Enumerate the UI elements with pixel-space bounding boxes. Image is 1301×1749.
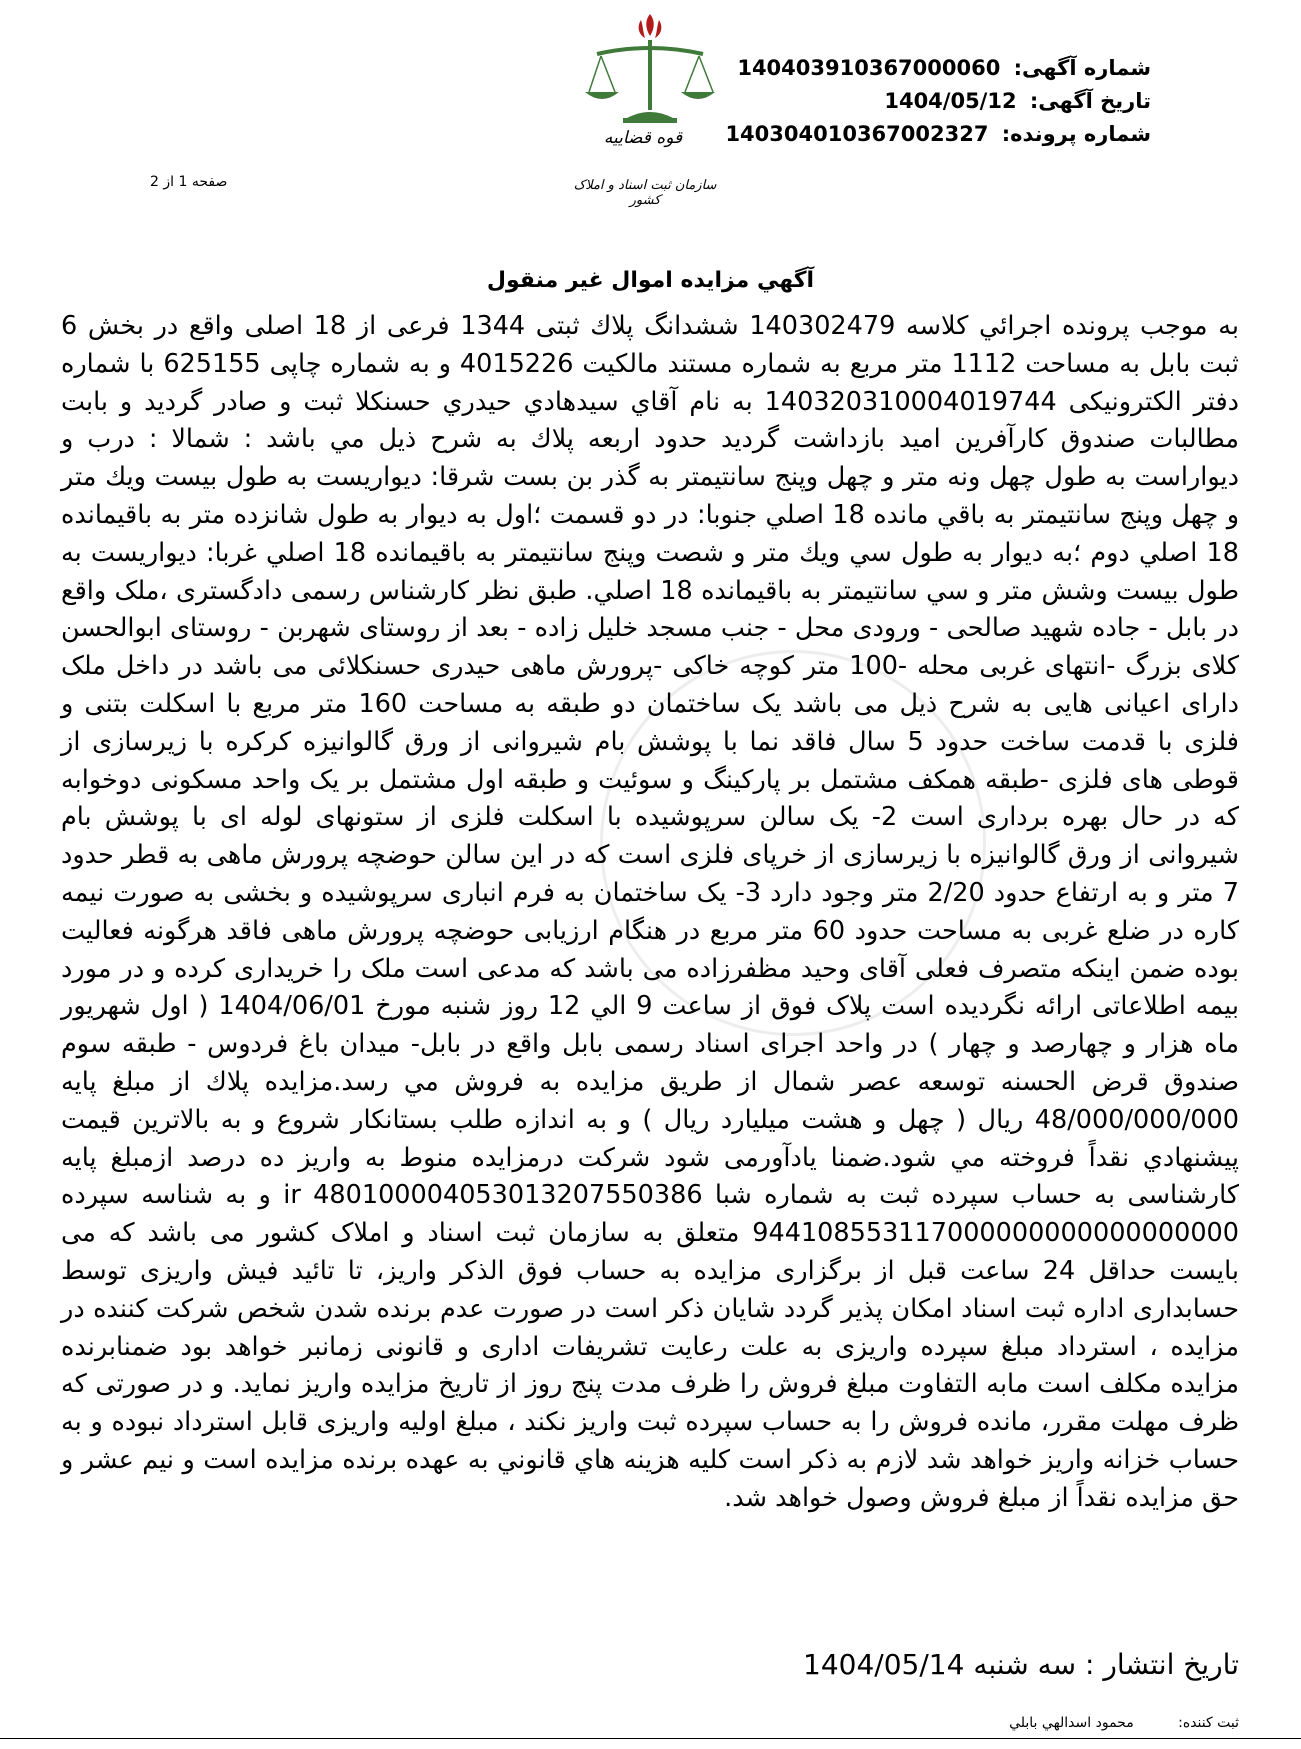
registrar-row xyxy=(1009,1715,1239,1731)
notice-title: آگهي مزايده اموال غير منقول xyxy=(486,268,815,293)
file-number: 140304010367002327 xyxy=(725,122,989,146)
scales-of-justice-icon xyxy=(575,6,725,136)
registry-org-name: سازمان ثبت اسناد و املاک کشور xyxy=(573,178,717,208)
registrar-name: محمود اسدالهي بابلي xyxy=(1009,1715,1134,1731)
iran-emblem-icon xyxy=(639,14,662,38)
file-number-row xyxy=(671,118,1151,151)
publication-date: 1404/05/14 xyxy=(803,1648,965,1681)
judiciary-name: قوه قضاییه xyxy=(603,128,683,148)
footer-divider xyxy=(0,1738,1301,1739)
notice-number: 140403910367000060 xyxy=(737,56,1001,80)
notice-number-label: شماره آگهی: xyxy=(1013,56,1151,80)
registrar-label: ثبت کننده: xyxy=(1178,1715,1239,1731)
notice-date-row xyxy=(671,85,1151,118)
publication-date-row xyxy=(803,1648,1239,1681)
page-indicator: صفحه 1 از 2 xyxy=(150,174,228,190)
file-number-label: شماره پرونده: xyxy=(1001,122,1151,146)
notice-date: 1404/05/12 xyxy=(884,89,1017,113)
notice-date-label: تاریخ آگهی: xyxy=(1029,89,1151,113)
notice-meta xyxy=(671,52,1151,151)
notice-body: به موجب پرونده اجرائي كلاسه 140302479 ششدانگ پلاك ثبتی 1344 فرعی از 18 اصلی واقع در بخش 6 ثبت بابل به مساحت 1112 متر مربع به شماره مستند مالکیت 4015226 و به شماره چاپی 625155 با شماره دفتر الکترونیکی 140320310004019744 به نام آقاي سيدهادي حيدري حسنكلا ثبت و صادر گرديد و بابت مطالبات صندوق كارآفرين اميد بازداشت گرديد حدود اربعه پلاك به شرح ذيل مي باشد : شمالا : درب و ديواراست به طول چهل ونه متر و چهل وپنج سانتيمتر به گذر بن بست شرقا: ديواريست به طول بيست ويك متر و چهل وپنج سانتيمتر به باقي مانده 18 اصلي جنوبا: در دو قسمت ؛اول به ديوار به طول شانزده متر به باقيمانده 18 اصلي دوم ؛به ديوار به طول سي ويك متر و شصت وپنج سانتيمتر به باقيمانده 18 اصلي غربا: ديواريست به طول بيست وشش متر و سي سانتيمتر به باقيمانده 18 اصلي. طبق نظر کارشناس رسمی دادگستری ،ملک واقع در بابل - جاده شهید صالحی - ورودی محل - جنب مسجد خلیل زاده - بعد از روستای شهربن - روستای ابوالحسن کلای بزرگ -انتهای غربی محله -100 متر کوچه خاکی -پرورش ماهی حیدری حسنکلائی می باشد در داخل ملک دارای اعیانی هایی به شرح ذیل می باشد یک ساختمان دو طبقه به مساحت 160 متر مربع با اسکلت بتنی و فلزی با قدمت ساخت حدود 5 سال فاقد نما با پوشش بام شیروانی از ورق گالوانیزه کرکره با زیرسازی از قوطی های فلزی -طبقه همکف مشتمل بر پارکینگ و سوئیت و طبقه اول مشتمل بر یک واحد مسکونی دوخوابه که در حال بهره برداری است 2- یک سالن سرپوشیده با اسکلت فلزی از ستونهای لوله ای با پوشش بام شیروانی از ورق گالوانیزه با زیرسازی از خرپای فلزی است که در این سالن حوضچه پرورش ماهی به قطر حدود 7 متر و به ارتفاع حدود 2/20 متر وجود دارد 3- یک ساختمان به فرم انباری سرپوشیده و بخشی به صورت نیمه کاره در ضلع غربی به مساحت حدود 60 متر مربع در هنگام ارزیابی حوضچه پرورش ماهی فاقد هرگونه فعالیت بوده ضمن اینکه متصرف فعلی آقای وحید مظفرزاده می باشد که مدعی است ملک را خریداری کرده و در مورد بیمه اطلاعاتی ارائه نگردیده است پلاک فوق از ساعت 9 الي 12 روز شنبه مورخ 1404/06/01 ( اول شهریور ماه هزار و چهارصد و چهار ) در واحد اجرای اسناد رسمی بابل واقع در بابل- ميدان باغ فردوس - طبقه سوم صندوق قرض الحسنه توسعه عصر شمال از طريق مزايده به فروش مي رسد.مزايده پلاك از مبلغ پايه 48/000/000/000 ريال ( چهل و هشت میلیارد ريال ) و به اندازه طلب بستانكار شروع و به بالاترين قيمت پيشنهادي نقداً فروخته مي شود.ضمنا يادآورمی شود شرکت درمزایده منوط به واریز ده درصد ازمبلغ پایه کارشناسی به حساب سپرده ثبت به شماره شبا ir 480100004053013207550386 و به شناسه سپرده 944108553117000000000000000000 متعلق به سازمان ثبت اسناد و املاک کشور می باشد که می بایست حداقل 24 ساعت قبل از برگزاری مزایده به حساب فوق الذکر واریز، تا تائید فیش واریزی توسط حسابداری اداره ثبت اسناد امکان پذیر گردد شایان ذکر است در صورت عدم برنده شدن شخص شرکت کننده در مزایده ، استرداد مبلغ سپرده واریزی به علت رعایت تشریفات اداری و قانونی زمانبر خواهد بود ضمنابرنده مزایده مکلف است مابه التفاوت مبلغ فروش را ظرف مدت پنج روز از تاریخ مزایده واریز نماید. و در صورتی که ظرف مهلت مقرر، مانده فروش را به حساب سپرده ثبت واریز نکند ، مبلغ اولیه واریزی قابل استرداد نبوده و به حساب خزانه واریز خواهد شد لازم به ذکر است کلیه هزینه هاي قانوني به عهده برنده مزايده است و نيم عشر و حق مزايده نقداً از مبلغ فروش وصول خواهد شد. xyxy=(61,311,1240,1513)
notice-number-row xyxy=(671,52,1151,85)
publication-label: تاریخ انتشار : سه شنبه xyxy=(973,1648,1239,1681)
